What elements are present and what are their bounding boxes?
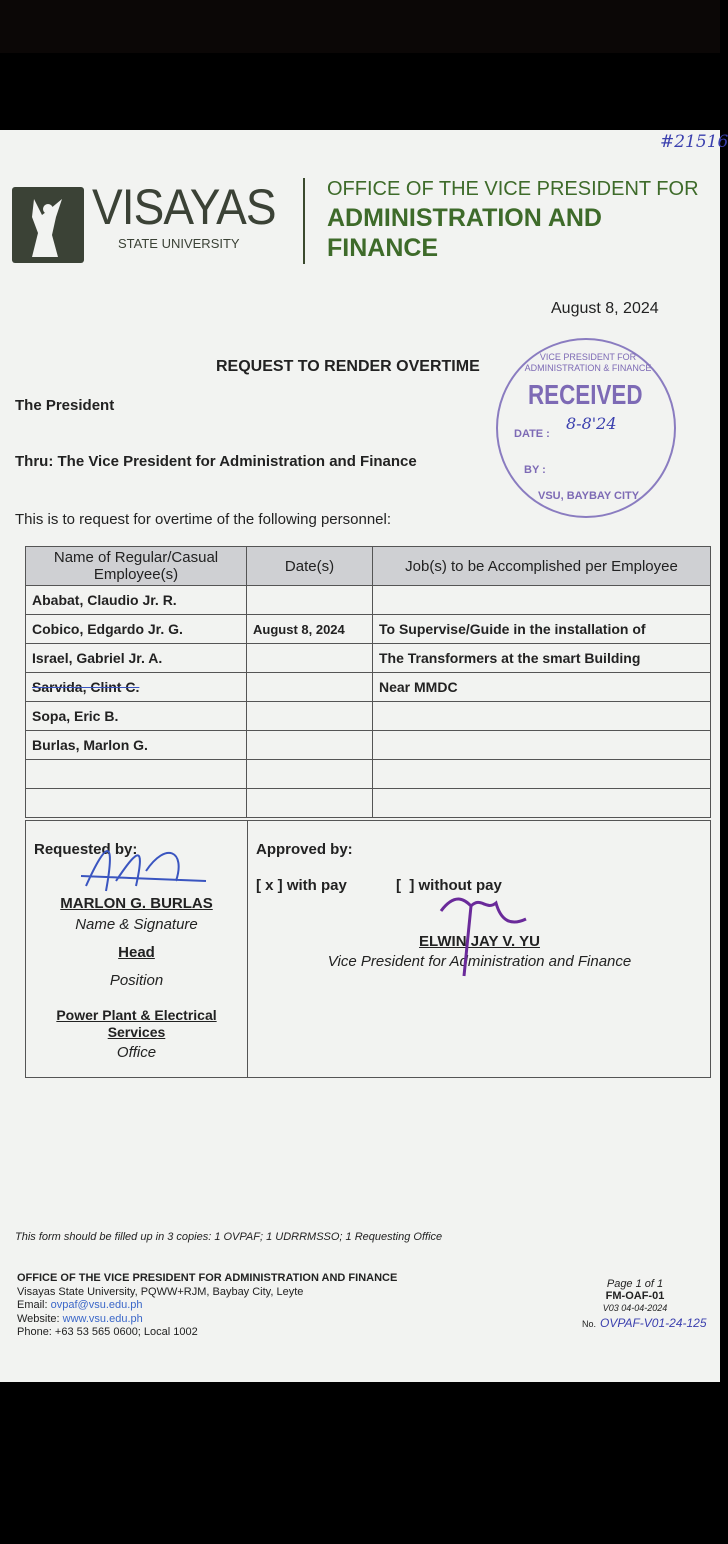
requester-office-caption: Office xyxy=(116,1044,157,1061)
requester-position: Head xyxy=(118,944,155,961)
table-row xyxy=(26,760,711,789)
received-stamp: VICE PRESIDENT FOR ADMINISTRATION & FINANCE RECEIVED DATE : 8-8'24 BY : VSU, BAYBAY CITY xyxy=(496,338,676,518)
approver-name: ELWIN JAY V. YU xyxy=(419,933,540,950)
personnel-table xyxy=(25,546,711,818)
date-cell xyxy=(247,731,373,760)
date-cell xyxy=(247,760,373,789)
employee-name-cell: Sopa, Eric B. xyxy=(26,702,247,731)
employee-name-cell: Israel, Gabriel Jr. A. xyxy=(26,644,247,673)
date-cell xyxy=(247,586,373,615)
employee-name-cell: Ababat, Claudio Jr. R. xyxy=(26,586,247,615)
office-line-1: OFFICE OF THE VICE PRESIDENT FOR xyxy=(327,178,699,200)
date-cell xyxy=(247,702,373,731)
date-cell xyxy=(247,789,373,818)
job-cell xyxy=(373,760,711,789)
job-cell xyxy=(373,731,711,760)
website-link[interactable]: www.vsu.edu.ph xyxy=(62,1312,143,1325)
requester-name: MARLON G. BURLAS xyxy=(60,895,213,912)
status-bar xyxy=(0,0,720,53)
approver-signature xyxy=(426,881,526,981)
table-row xyxy=(26,644,711,673)
job-cell xyxy=(373,789,711,818)
employee-name-cell xyxy=(26,760,247,789)
signature-section xyxy=(25,820,711,1078)
letter-date: August 8, 2024 xyxy=(551,300,659,317)
header-divider xyxy=(303,178,305,264)
requester-signature xyxy=(76,831,216,901)
copies-note: This form should be filled up in 3 copies: 1 OVPAF; 1 UDRRMSSO; 1 Requesting Office xyxy=(15,1231,443,1243)
table-row xyxy=(26,702,711,731)
email-link[interactable]: ovpaf@vsu.edu.ph xyxy=(50,1299,143,1311)
table-row xyxy=(26,789,711,818)
table-row xyxy=(26,731,711,760)
employee-name-cell: Sarvida, Clint C. xyxy=(26,673,247,702)
office-line-2: ADMINISTRATION AND FINANCE xyxy=(327,204,602,262)
employee-name-cell: Burlas, Marlon G. xyxy=(26,731,247,760)
logo-name: VISAYAS xyxy=(92,179,276,235)
job-cell: Near MMDC xyxy=(373,673,711,702)
requested-by-label: Requested by: xyxy=(34,841,138,858)
document-page xyxy=(0,130,728,1382)
intro-text: This is to request for overtime of the following personnel: xyxy=(15,511,392,528)
job-cell: The Transformers at the smart Building xyxy=(373,644,711,673)
job-cell: To Supervise/Guide in the installation of xyxy=(373,615,711,644)
col-header-dates: Date(s) xyxy=(247,547,373,586)
table-row xyxy=(26,586,711,615)
job-cell xyxy=(373,702,711,731)
date-cell xyxy=(247,644,373,673)
col-header-name: Name of Regular/Casual Employee(s) xyxy=(26,547,247,586)
document-title: REQUEST TO RENDER OVERTIME xyxy=(216,358,480,375)
requester-name-caption: Name & Signature xyxy=(75,916,198,933)
addressee: The President xyxy=(15,397,115,414)
university-logo xyxy=(12,187,84,263)
with-pay-option[interactable]: [ x ] with pay xyxy=(256,877,347,894)
control-number-row xyxy=(582,1316,707,1330)
approver-title: Vice President for Administration and Finance xyxy=(327,953,632,970)
requester-office: Power Plant & Electrical Services xyxy=(56,1007,217,1040)
without-pay-option[interactable]: [ ] without pay xyxy=(396,877,502,894)
job-cell xyxy=(373,586,711,615)
date-cell: August 8, 2024 xyxy=(247,615,373,644)
date-cell xyxy=(247,673,373,702)
thru-line: Thru: The Vice President for Administration and Finance xyxy=(15,453,417,470)
control-number: OVPAF-V01-24-125 xyxy=(600,1316,707,1330)
employee-name-cell xyxy=(26,789,247,818)
reference-number: #21516 xyxy=(660,132,728,152)
form-info: Page 1 of 1 FM-OAF-01 V03 04-04-2024 xyxy=(602,1278,668,1313)
control-number-label: No. xyxy=(582,1319,597,1329)
logo-subtitle: STATE UNIVERSITY xyxy=(118,236,240,251)
col-header-jobs: Job(s) to be Accomplished per Employee xyxy=(373,547,711,586)
footer-contact: OFFICE OF THE VICE PRESIDENT FOR ADMINISTRATION AND FINANCE Visayas State University, PQWW+RJM, Baybay City, Leyte Email: ovpaf@vsu.edu.ph Website: www.vsu.edu.ph Phone: +63 53 565 0600; Local 1002 xyxy=(17,1272,398,1338)
table-row xyxy=(26,673,711,702)
requester-position-caption: Position xyxy=(109,972,164,989)
approved-by-label: Approved by: xyxy=(256,841,353,858)
employee-name-cell: Cobico, Edgardo Jr. G. xyxy=(26,615,247,644)
table-row xyxy=(26,615,711,644)
